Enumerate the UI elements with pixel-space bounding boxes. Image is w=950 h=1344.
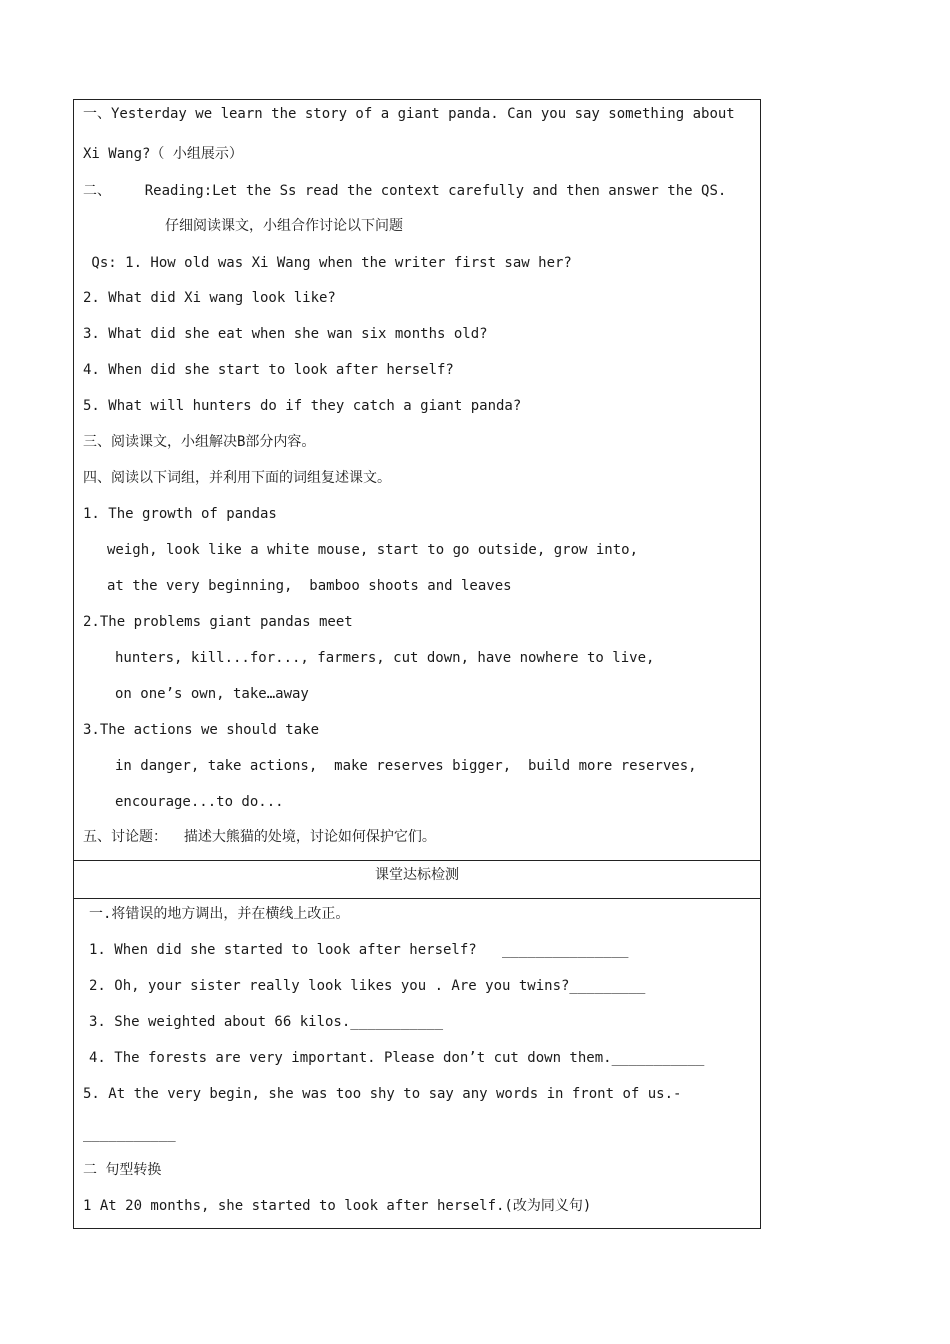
- part-one-title: 一.将错误的地方调出，并在横线上改正。: [89, 906, 350, 922]
- exercise-5: 5. At the very begin, she was too shy to say any words in front of us.-: [83, 1086, 682, 1102]
- question-2: 2. What did Xi wang look like?: [83, 290, 336, 306]
- section-four: 四、阅读以下词组，并利用下面的词组复述课文。: [83, 470, 391, 486]
- section-two-line1: 二、 Reading:Let the Ss read the context carefully and then answer the QS.: [83, 183, 727, 199]
- exercise-3: 3. She weighted about 66 kilos.___________: [89, 1014, 444, 1030]
- section-two-line2: 仔细阅读课文，小组合作讨论以下问题: [165, 218, 403, 234]
- exercise-2: 2. Oh, your sister really look likes you . Are you twins?_________: [89, 978, 646, 994]
- group-actions-title: 3.The actions we should take: [83, 722, 320, 738]
- group-growth-line1: weigh, look like a white mouse, start to go outside, grow into,: [107, 542, 639, 558]
- question-4: 4. When did she start to look after herself?: [83, 362, 454, 378]
- question-3: 3. What did she eat when she wan six months old?: [83, 326, 488, 342]
- section-five: 五、讨论题： 描述大熊猫的处境，讨论如何保护它们。: [83, 829, 436, 845]
- exercise-4: 4. The forests are very important. Please don’t cut down them.___________: [89, 1050, 705, 1066]
- group-problems-line2: on one’s own, take…away: [115, 686, 309, 702]
- test-heading: 课堂达标检测: [375, 867, 459, 883]
- group-growth-line2: at the very beginning, bamboo shoots and leaves: [107, 578, 512, 594]
- part-two-title: 二 句型转换: [83, 1162, 162, 1178]
- exercise-5-blank: ___________: [83, 1126, 176, 1142]
- table-divider: [73, 898, 761, 899]
- question-1: Qs: 1. How old was Xi Wang when the writer first saw her?: [83, 255, 572, 271]
- group-actions-line2: encourage...to do...: [115, 794, 284, 810]
- exercise-1: 1. When did she started to look after herself? _______________: [89, 942, 629, 958]
- section-one-line2: Xi Wang?（ 小组展示）: [83, 146, 243, 162]
- group-growth-title: 1. The growth of pandas: [83, 506, 277, 522]
- group-problems-line1: hunters, kill...for..., farmers, cut down, have nowhere to live,: [115, 650, 655, 666]
- section-three: 三、阅读课文，小组解决B部分内容。: [83, 434, 316, 450]
- group-problems-title: 2.The problems giant pandas meet: [83, 614, 353, 630]
- transform-1: 1 At 20 months, she started to look after herself.(改为同义句): [83, 1198, 592, 1214]
- question-5: 5. What will hunters do if they catch a giant panda?: [83, 398, 522, 414]
- table-divider: [73, 860, 761, 861]
- section-one-line1: 一、Yesterday we learn the story of a giant panda. Can you say something about: [83, 106, 735, 122]
- group-actions-line1: in danger, take actions, make reserves bigger, build more reserves,: [115, 758, 697, 774]
